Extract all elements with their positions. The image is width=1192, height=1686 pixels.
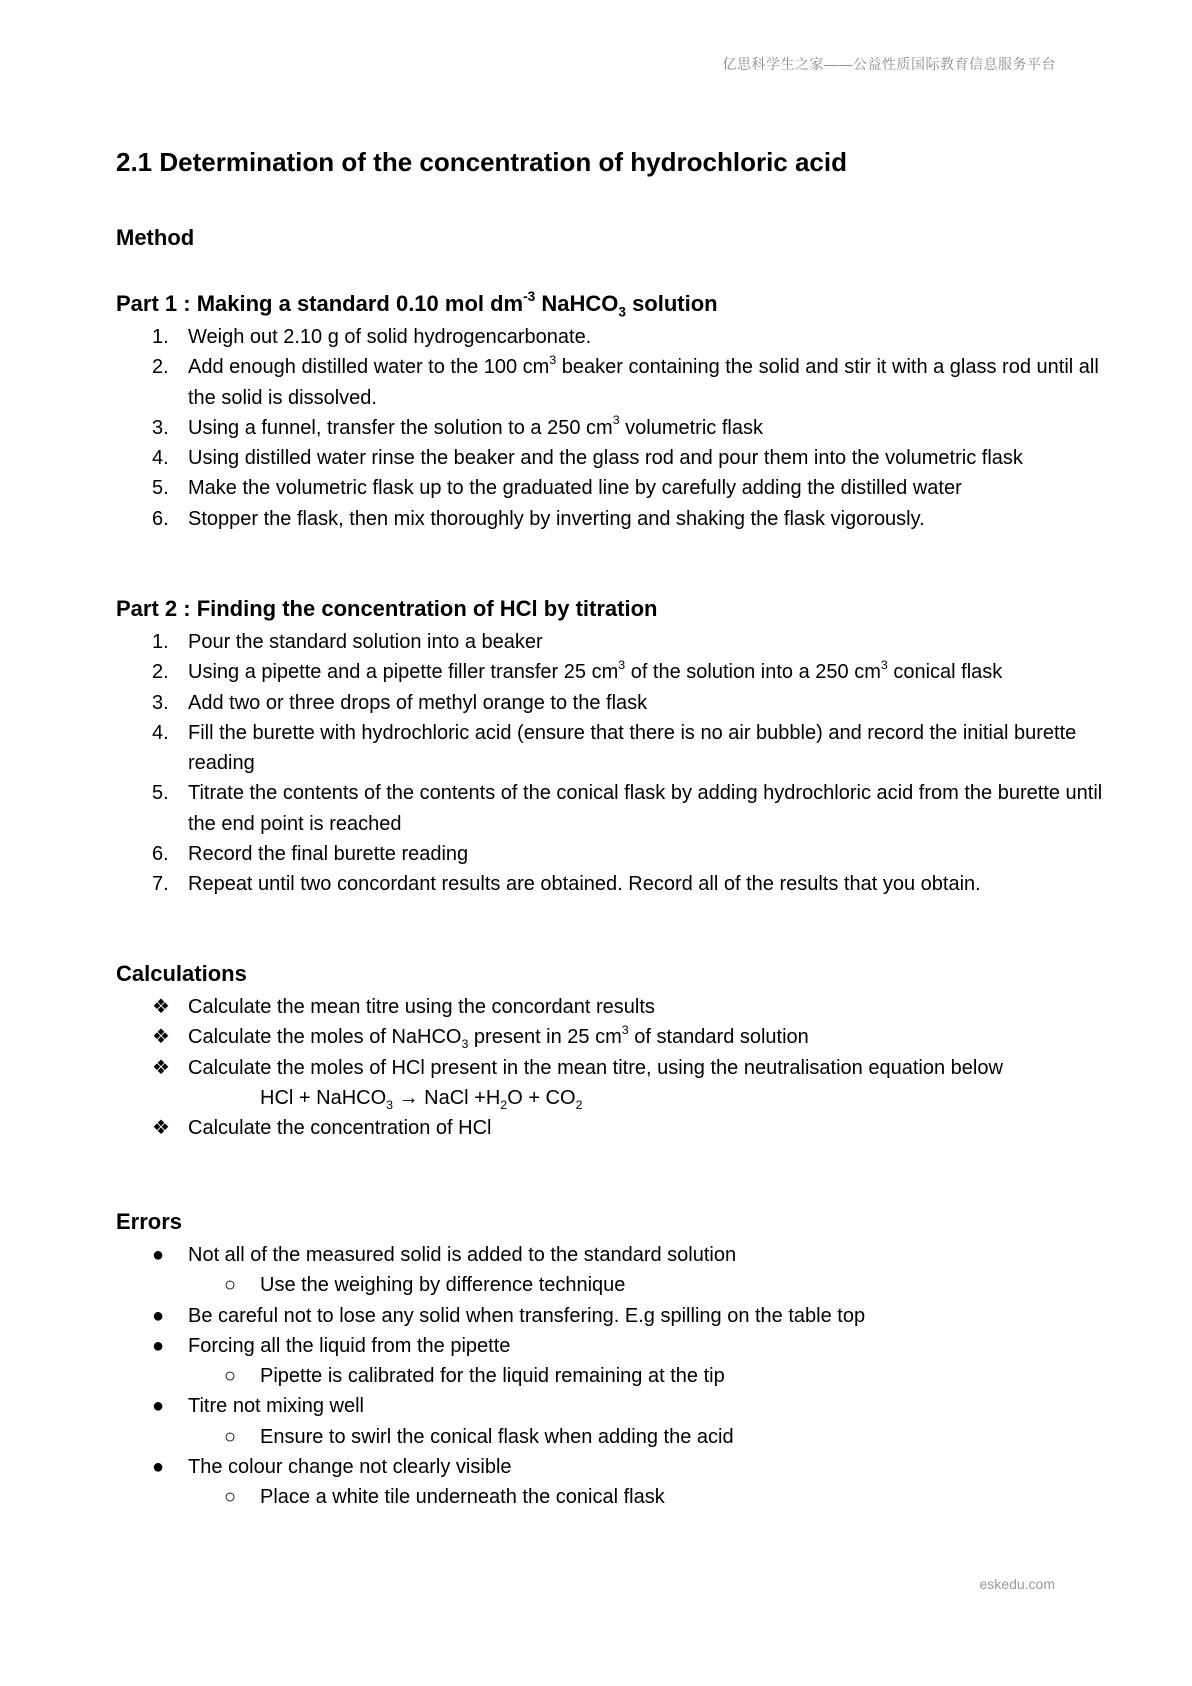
calculations-list (116, 992, 1108, 1143)
part1-heading: Part 1 : Making a standard 0.10 mol $dm^{-3}$ NaHCO$_3$ solution (116, 288, 718, 320)
list-item: 5. Titrate the contents of the contents of the conical flask by adding hydrochloric acid from the burette until the end point is reached (152, 782, 1103, 835)
list-item: ❖ Calculate the moles of NaHCO$_3$ present in 25 $cm^3$ of standard solution (152, 1022, 809, 1052)
list-item: 4. Using distilled water rinse the beaker and the glass rod and pour them into the volumetric flask (152, 447, 1023, 470)
list-item: 3. Using a funnel, transfer the solution to a 250 $cm^3$ volumetric flask (152, 413, 763, 439)
list-item: 1. Pour the standard solution into a beaker (152, 631, 543, 653)
list-item: 3. Add two or three drops of methyl orange to the flask (152, 691, 648, 714)
list-item: 7. Repeat until two concordant results are obtained. Record all of the results that you obtain. (152, 873, 981, 896)
list-item: ● Forcing all the liquid from the pipette (152, 1334, 511, 1357)
method-heading: Method (116, 225, 195, 250)
list-item: 2. Using a pipette and a pipette filler transfer 25 $cm^3$ of the solution into a 250 $cm^3$ conical flask (152, 657, 1003, 684)
part2-steps (116, 627, 1108, 900)
footer-watermark: eskedu.com (979, 1576, 1055, 1592)
list-item: 1. Weigh out 2.10 g of solid hydrogencarbonate. (152, 326, 592, 348)
sub-list-item: ○ Ensure to swirl the conical flask when adding the acid (224, 1425, 734, 1448)
list-item: 2. Add enough distilled water to the 100 $cm^3$ beaker containing the solid and stir it with a glass rod until all the solid is dissolved. (152, 352, 1099, 409)
list-item: ● Titre not mixing well (152, 1395, 364, 1418)
sub-list-item: ○ Place a white tile underneath the conical flask (224, 1486, 665, 1509)
list-item: ● Not all of the measured solid is added to the standard solution (152, 1244, 737, 1266)
list-item: 4. Fill the burette with hydrochloric acid (ensure that there is no air bubble) and record the initial burette reading (152, 721, 1077, 775)
part2-heading: Part 2 : Finding the concentration of HCl by titration (116, 596, 658, 621)
list-item: 6. Record the final burette reading (152, 843, 469, 866)
sub-list-item: ○ Pipette is calibrated for the liquid remaining at the tip (224, 1365, 725, 1388)
errors-list (116, 1240, 1180, 1513)
list-item: ● The colour change not clearly visible (152, 1456, 512, 1479)
list-item: ❖ Calculate the concentration of HCl (152, 1117, 492, 1140)
header-watermark: 亿思科学生之家——公益性质国际教育信息服务平台 (722, 56, 1056, 72)
errors-heading: Errors (116, 1209, 183, 1234)
list-item: 6. Stopper the flask, then mix thoroughly by inverting and shaking the flask vigorously. (152, 507, 925, 530)
part1-steps (116, 322, 1108, 534)
sub-list-item: ○ Use the weighing by difference technique (224, 1274, 626, 1297)
calculations-heading: Calculations (116, 961, 247, 986)
page-title: 2.1 Determination of the concentration of hydrochloric acid (116, 147, 847, 177)
list-item: ❖ Calculate the mean titre using the concordant results (152, 996, 655, 1018)
list-item: 5. Make the volumetric flask up to the graduated line by carefully adding the distilled water (152, 477, 962, 500)
neutralisation-equation: HCl + NaHCO$_3$ → NaCl $+H_2O + CO_2$ (260, 1086, 583, 1112)
list-item: ❖ Calculate the moles of HCl present in the mean titre, using the neutralisation equation below (152, 1056, 1003, 1079)
list-item: ● Be careful not to lose any solid when transfering. E.g spilling on the table top (152, 1304, 866, 1327)
